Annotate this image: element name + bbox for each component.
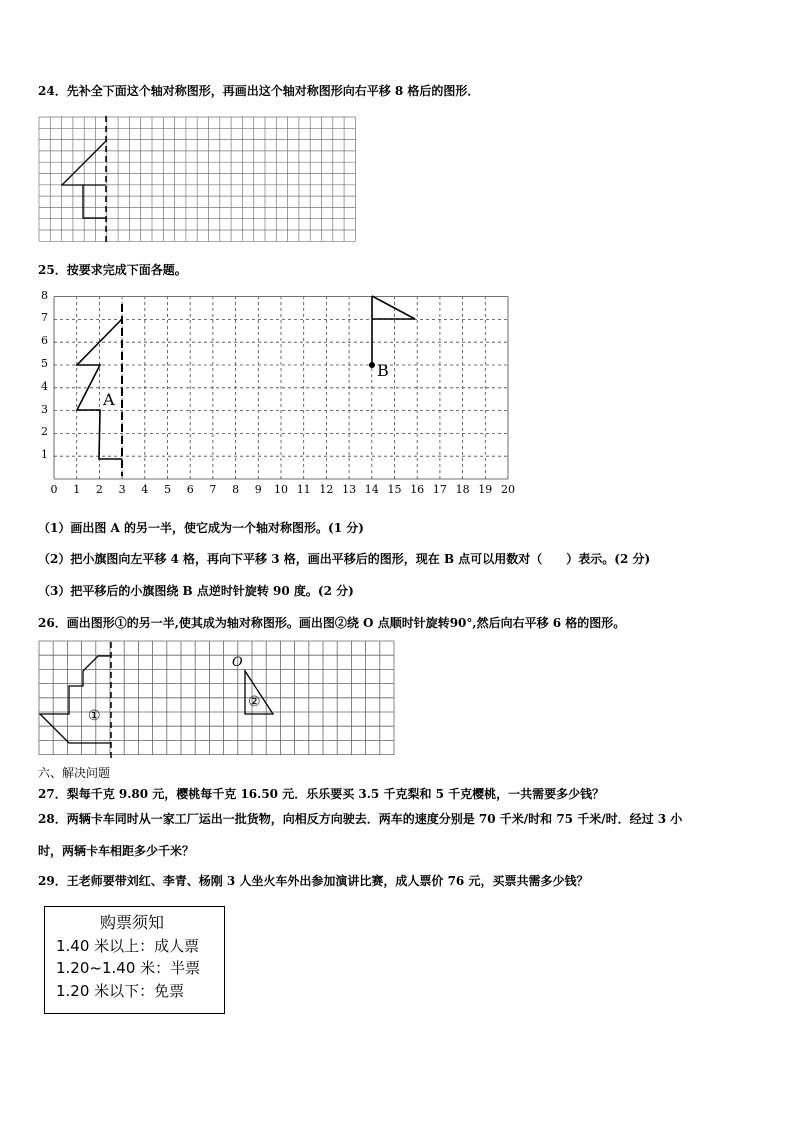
q25-flag xyxy=(369,296,415,368)
notice-line: 1.40 米以上：成人票 xyxy=(56,937,200,955)
x-tick-label: 2 xyxy=(95,483,103,496)
q24-stem-half xyxy=(83,185,106,218)
x-tick-label: 10 xyxy=(274,483,288,496)
y-tick-label: 2 xyxy=(41,425,48,439)
y-tick-label: 8 xyxy=(41,288,48,302)
q28-text-line2: 时，两辆卡车相距多少千米？ xyxy=(38,844,195,858)
y-tick-label: 7 xyxy=(41,311,48,325)
x-tick-label: 18 xyxy=(455,483,470,496)
section6-title: 六、解决问题 xyxy=(38,766,111,780)
notice-line: 1.20 米以下：免票 xyxy=(56,982,185,1000)
y-tick-label: 5 xyxy=(41,357,48,370)
x-tick-label: 9 xyxy=(254,483,262,496)
q28-text-line1: 28．两辆卡车同时从一家工厂运出一批货物，向相反方向驶去．两车的速度分别是 70 千米/时和 75 千米/时．经过 3 小 xyxy=(38,812,683,826)
q26-text: 26．画出图形①的另一半,使其成为轴对称图形。画出图②绕 O 点顺时针旋转90°,然后向右平移 6 格的图形。 xyxy=(38,616,626,630)
q25-flag-cloth xyxy=(372,296,415,319)
x-tick-label: 7 xyxy=(209,483,217,496)
x-tick-label: 14 xyxy=(364,483,379,496)
q26-grid xyxy=(39,641,394,755)
q25-sub2: （2）把小旗图向左平移 4 格，再向下平移 3 格，画出平移后的图形，现在 B 点可以用数对（ ）表示。(2 分) xyxy=(38,552,651,566)
q29-text: 29．王老师要带刘红、李青、杨刚 3 人坐火车外出参加演讲比赛，成人票价 76 元，买票共需多少钱？ xyxy=(38,874,589,888)
q27-text: 27．梨每千克 9.80 元，樱桃每千克 16.50 元．乐乐要买 3.5 千克梨和 5 千克樱桃，一共需要多少钱？ xyxy=(38,787,605,801)
x-tick-label: 12 xyxy=(319,483,334,496)
y-tick-label: 1 xyxy=(41,448,48,462)
x-tick-label: 19 xyxy=(478,483,493,496)
q25-point-b xyxy=(369,362,375,368)
x-tick-label: 5 xyxy=(164,483,171,496)
x-tick-label: 11 xyxy=(296,483,311,496)
q24-text: 24．先补全下面这个轴对称图形，再画出这个轴对称图形向右平移 8 格后的图形． xyxy=(38,84,480,98)
q26-label-1: ① xyxy=(88,708,101,724)
x-tick-label: 6 xyxy=(186,483,194,496)
x-tick-label: 1 xyxy=(73,483,81,496)
x-tick-label: 3 xyxy=(118,483,126,496)
x-tick-label: 13 xyxy=(342,483,357,496)
ticket-notice-box xyxy=(44,906,225,1014)
q25-sub3: （3）把平移后的小旗图绕 B 点逆时针旋转 90 度。(2 分) xyxy=(38,584,354,598)
y-tick-label: 3 xyxy=(41,402,48,416)
y-tick-label: 4 xyxy=(41,379,48,393)
q26-label-2: ② xyxy=(248,694,261,710)
x-tick-label: 20 xyxy=(501,483,515,496)
x-tick-label: 16 xyxy=(410,483,425,496)
q25-label-b: B xyxy=(377,361,389,380)
q24-grid xyxy=(39,117,355,241)
q25-label-a: A xyxy=(103,390,115,409)
q26-label-o: O xyxy=(232,655,243,670)
x-tick-label: 15 xyxy=(387,483,402,496)
x-tick-label: 4 xyxy=(141,483,149,496)
x-tick-label: 0 xyxy=(50,483,58,496)
notice-title: 购票须知 xyxy=(100,913,165,932)
q25-sub1: （1）画出图 A 的另一半，使它成为一个轴对称图形。(1 分) xyxy=(38,521,364,535)
q25-figure-a xyxy=(77,304,122,476)
q25-text: 25．按要求完成下面各题。 xyxy=(38,263,187,277)
notice-line: 1.20~1.40 米：半票 xyxy=(56,959,201,977)
x-tick-label: 17 xyxy=(432,483,447,496)
x-tick-label: 8 xyxy=(232,483,240,496)
y-tick-label: 6 xyxy=(41,334,48,348)
